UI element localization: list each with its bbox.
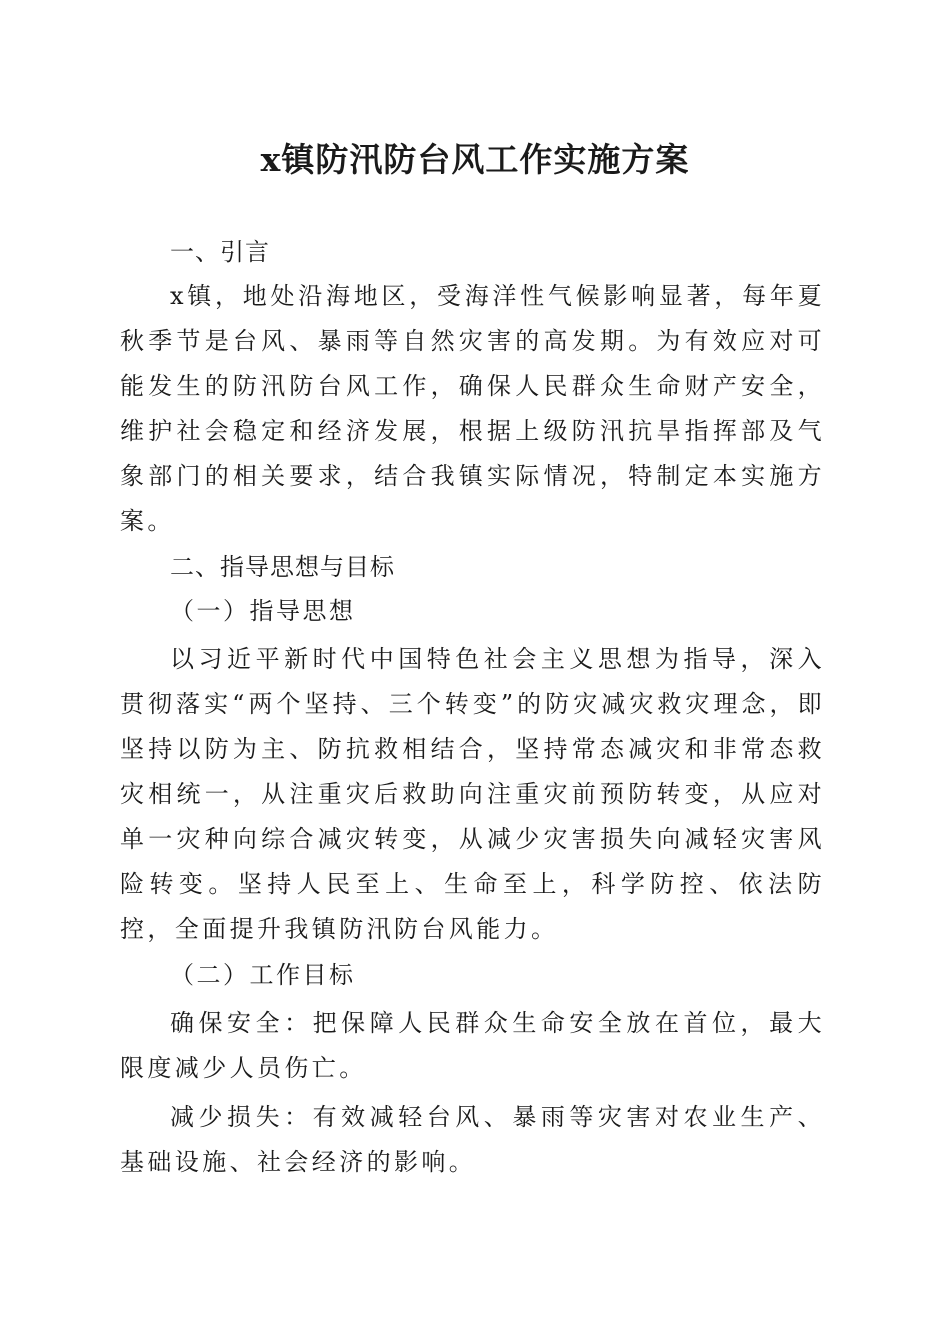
section-heading-guidance: 二、指导思想与目标 [170,553,395,581]
goal-ensure-safety: 确保安全：把保障人民群众生命安全放在首位，最大限度减少人员伤亡。 [120,1009,825,1082]
section-heading-intro: 一、引言 [170,238,270,266]
intro-paragraph: x镇，地处沿海地区，受海洋性气候影响显著，每年夏秋季节是台风、暴雨等自然灾害的高发期。为有效应对可能发生的防汛防台风工作，确保人民群众生命财产安全，维护社会稳定和经济发展，根据上级防汛抗旱指挥部及气象部门的相关要求，结合我镇实际情况，特制定本实施方案。 [120,282,825,535]
goal-reduce-loss: 减少损失：有效减轻台风、暴雨等灾害对农业生产、基础设施、社会经济的影响。 [120,1103,825,1176]
document-title: x镇防汛防台风工作实施方案 [260,140,690,179]
subheading-guiding-ideology: （一）指导思想 [170,597,356,625]
document-body [120,230,825,1185]
guidance-paragraph: 以习近平新时代中国特色社会主义思想为指导，深入贯彻落实“两个坚持、三个转变”的防灾减灾救灾理念，即坚持以防为主、防抗救相结合，坚持常态减灾和非常态救灾相统一，从注重灾后救助向注重灾前预防转变，从应对单一灾种向综合减灾转变，从减少灾害损失向减轻灾害风险转变。坚持人民至上、生命至上，科学防控、依法防控，全面提升我镇防汛防台风能力。 [120,645,825,943]
subheading-work-goals: （二）工作目标 [170,961,356,989]
